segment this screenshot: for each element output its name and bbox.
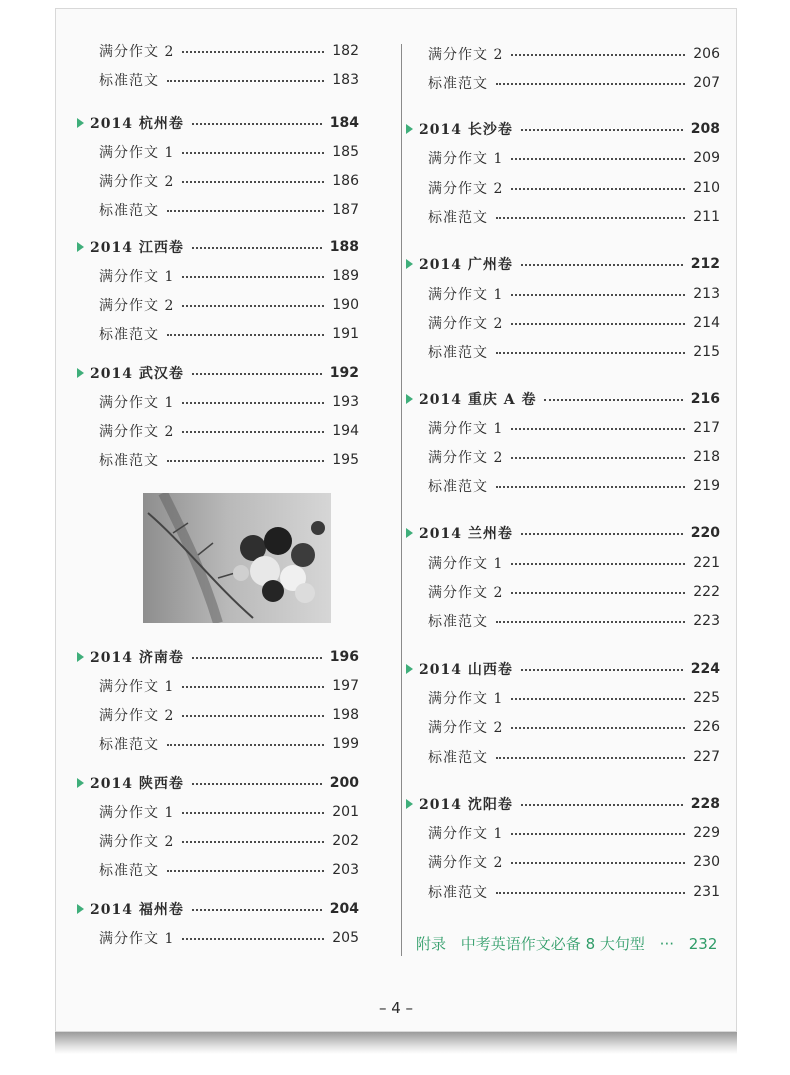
toc-entry-text: 2014 长沙卷 [419,122,513,138]
toc-entry-label [77,113,184,133]
dot-leader [182,713,324,717]
toc-entry-label [406,284,503,304]
toc-section-heading [406,521,720,545]
column-divider [401,44,402,956]
dot-leader [182,274,324,278]
toc-page-number: 198 [332,707,359,723]
triangle-marker-icon [77,904,84,914]
appendix-dots: ··· [659,935,674,953]
toc-page-number: 183 [332,72,359,88]
toc-entry-label [77,421,174,441]
toc-entry [77,198,359,222]
toc-entry-text: 满分作文 2 [428,585,504,601]
toc-page-number: 201 [332,804,359,820]
appendix-entry [416,933,726,954]
toc-entry-text: 2014 山西卷 [419,662,513,678]
toc-entry [77,169,359,193]
dot-leader [521,667,683,671]
toc-entry-text: 满分作文 2 [99,424,175,440]
toc-page-number: 189 [332,268,359,284]
toc-entry-text: 满分作文 1 [99,805,175,821]
toc-entry-text: 满分作文 2 [428,855,504,871]
toc-entry-label [77,70,159,90]
toc-entry [77,703,359,727]
toc-page-number: 193 [332,394,359,410]
toc-entry-text: 标准范文 [99,737,159,753]
toc-page-number: 225 [693,690,720,706]
dot-leader [511,52,685,56]
toc-page-number: 184 [329,115,359,131]
flower-photo-icon [143,493,331,623]
toc-page-number: 196 [329,649,359,665]
toc-entry [406,609,720,633]
toc-entry-text: 2014 江西卷 [90,240,184,256]
toc-entry-label [77,450,159,470]
toc-entry-label [77,802,174,822]
toc-entry-label [406,582,503,602]
toc-entry-text: 2014 福州卷 [90,902,184,918]
toc-entry-label [77,237,184,257]
toc-entry [77,829,359,853]
toc-section-heading [77,111,359,135]
dot-leader [511,696,685,700]
triangle-marker-icon [77,368,84,378]
toc-page-number: 206 [693,46,720,62]
toc-entry [77,926,359,950]
toc-entry-label [406,148,503,168]
toc-entry [406,416,720,440]
toc-entry [406,580,720,604]
dot-leader [496,215,685,219]
toc-page-number: 213 [693,286,720,302]
toc-entry-text: 满分作文 2 [99,708,175,724]
toc-entry-label [406,611,488,631]
toc-entry-label [406,688,503,708]
dot-leader [182,839,324,843]
flower-photo [143,493,331,623]
toc-entry [77,293,359,317]
triangle-marker-icon [406,528,413,538]
toc-page-number: 211 [693,209,720,225]
toc-entry-text: 满分作文 2 [99,298,175,314]
dot-leader [511,186,685,190]
toc-page-number: 230 [693,854,720,870]
page-shadow [55,1032,737,1054]
toc-entry-label [77,899,184,919]
toc-entry [77,264,359,288]
toc-entry-label [77,171,174,191]
dot-leader [511,156,685,160]
toc-entry-text: 标准范文 [99,453,159,469]
toc-section-heading [406,252,720,276]
toc-entry [77,322,359,346]
toc-entry-label [77,647,184,667]
toc-entry-text: 标准范文 [428,76,488,92]
toc-page-number: 220 [690,525,720,541]
toc-entry-text: 满分作文 2 [428,181,504,197]
toc-page-number: 186 [332,173,359,189]
toc-entry-label [406,717,503,737]
triangle-marker-icon [406,799,413,809]
dot-leader [511,426,685,430]
triangle-marker-icon [406,259,413,269]
toc-entry-label [77,41,174,61]
toc-entry-text: 标准范文 [99,327,159,343]
dot-leader [182,303,324,307]
toc-entry-text: 满分作文 1 [428,826,504,842]
dot-leader [192,121,322,125]
toc-entry-label [77,860,159,880]
toc-page-number: 212 [690,256,720,272]
toc-entry [406,715,720,739]
toc-entry [406,176,720,200]
toc-entry-text: 2014 广州卷 [419,257,513,273]
toc-page-number: 209 [693,150,720,166]
toc-entry [406,282,720,306]
dot-leader [167,332,324,336]
toc-entry-text: 满分作文 2 [428,47,504,63]
toc-section-heading [77,235,359,259]
triangle-marker-icon [77,652,84,662]
toc-entry-label [406,313,503,333]
dot-leader [511,292,685,296]
toc-entry-label [77,392,174,412]
toc-entry [77,674,359,698]
toc-entry-label [406,119,513,139]
toc-entry-text: 满分作文 1 [99,145,175,161]
toc-entry-text: 满分作文 2 [99,44,175,60]
toc-section-heading [77,645,359,669]
appendix-title: 中考英语作文必备 8 大句型 [460,935,645,953]
dot-leader [182,400,324,404]
toc-entry-text: 2014 沈阳卷 [419,797,513,813]
toc-section-heading [77,361,359,385]
toc-entry-text: 标准范文 [428,345,488,361]
toc-entry-label [406,44,503,64]
toc-entry-label [77,363,184,383]
toc-page-number: 229 [693,825,720,841]
dot-leader [496,484,685,488]
triangle-marker-icon [406,124,413,134]
toc-entry [77,858,359,882]
toc-entry [406,850,720,874]
toc-entry-text: 满分作文 1 [428,691,504,707]
dot-leader [496,81,685,85]
dot-leader [511,860,685,864]
dot-leader [167,78,324,82]
dot-leader [521,802,683,806]
toc-page-number: 191 [332,326,359,342]
toc-section-heading [77,771,359,795]
toc-entry-label [77,831,174,851]
toc-entry-label [406,882,488,902]
toc-page-number: 192 [329,365,359,381]
toc-page-number: 217 [693,420,720,436]
toc-page-number: 227 [693,749,720,765]
toc-entry-label [77,295,174,315]
dot-leader [182,150,324,154]
toc-entry [406,445,720,469]
dot-leader [182,429,324,433]
dot-leader [496,890,685,894]
toc-entry-text: 满分作文 2 [428,720,504,736]
toc-page-number: 204 [329,901,359,917]
dot-leader [167,868,324,872]
toc-page-number: 207 [693,75,720,91]
dot-leader [521,262,683,266]
toc-entry [77,390,359,414]
triangle-marker-icon [77,242,84,252]
toc-page-number: 218 [693,449,720,465]
toc-entry-text: 标准范文 [428,885,488,901]
toc-entry [406,311,720,335]
toc-entry [406,146,720,170]
toc-entry-label [77,928,174,948]
toc-section-heading [406,792,720,816]
toc-page-number: 182 [332,43,359,59]
toc-page-number: 185 [332,144,359,160]
toc-entry [406,551,720,575]
toc-entry-label [406,476,488,496]
toc-section-heading [406,117,720,141]
toc-entry-text: 满分作文 2 [99,174,175,190]
toc-entry [77,732,359,756]
toc-page-number: 199 [332,736,359,752]
toc-entry-text: 满分作文 1 [428,556,504,572]
toc-section-heading [406,387,720,411]
toc-entry-text: 标准范文 [99,203,159,219]
toc-entry-label [406,747,488,767]
toc-page-number: 195 [332,452,359,468]
toc-entry-label [77,705,174,725]
toc-entry-text: 满分作文 1 [428,421,504,437]
toc-entry [77,419,359,443]
toc-entry-text: 2014 陕西卷 [90,776,184,792]
toc-page-number: 215 [693,344,720,360]
toc-entry [406,205,720,229]
toc-entry-label [77,142,174,162]
toc-entry-text: 满分作文 2 [99,834,175,850]
toc-entry [406,340,720,364]
toc-entry [406,71,720,95]
toc-page-number: 205 [332,930,359,946]
triangle-marker-icon [406,394,413,404]
toc-page-number: 190 [332,297,359,313]
dot-leader [182,810,324,814]
appendix-prefix: 附录 [416,935,447,953]
toc-page [55,8,737,1032]
toc-entry-label [77,773,184,793]
toc-page-number: 188 [329,239,359,255]
toc-page-number: 214 [693,315,720,331]
triangle-marker-icon [77,118,84,128]
toc-entry-text: 满分作文 2 [428,316,504,332]
toc-entry [77,39,359,63]
dot-leader [511,831,685,835]
toc-entry [406,880,720,904]
triangle-marker-icon [406,664,413,674]
toc-page-number: 222 [693,584,720,600]
toc-entry-text: 满分作文 1 [99,679,175,695]
toc-entry-label [77,734,159,754]
toc-entry [406,745,720,769]
toc-page-number: 202 [332,833,359,849]
toc-page-number: 197 [332,678,359,694]
dot-leader [192,655,322,659]
toc-section-heading [77,897,359,921]
toc-page-number: 208 [690,121,720,137]
dot-leader [182,49,324,53]
dot-leader [521,127,683,131]
toc-entry [406,821,720,845]
toc-page-number: 226 [693,719,720,735]
toc-entry-label [406,823,503,843]
toc-entry-label [406,794,513,814]
toc-entry-text: 标准范文 [428,750,488,766]
dot-leader [192,245,322,249]
toc-entry [77,140,359,164]
dot-leader [167,458,324,462]
toc-entry-label [406,659,513,679]
toc-entry-text: 满分作文 1 [99,931,175,947]
toc-page-number: 228 [690,796,720,812]
toc-entry-text: 2014 杭州卷 [90,116,184,132]
toc-entry-text: 满分作文 1 [99,269,175,285]
toc-entry-label [406,73,488,93]
dot-leader [511,561,685,565]
toc-entry-text: 满分作文 2 [428,450,504,466]
dot-leader [496,755,685,759]
toc-entry-text: 标准范文 [99,863,159,879]
toc-entry-text: 标准范文 [428,479,488,495]
dot-leader [511,455,685,459]
toc-page-number: 194 [332,423,359,439]
toc-entry-label [77,676,174,696]
toc-entry-label [406,553,503,573]
toc-page-number: 210 [693,180,720,196]
dot-leader [496,619,685,623]
dot-leader [167,742,324,746]
toc-page-number: 221 [693,555,720,571]
page-number: – 4 – [378,999,414,1017]
toc-entry-label [406,447,503,467]
dot-leader [511,321,685,325]
toc-page-number: 203 [332,862,359,878]
toc-entry-text: 满分作文 1 [428,151,504,167]
appendix-page: 232 [688,935,718,953]
dot-leader [192,371,322,375]
toc-entry-text: 2014 重庆 A 卷 [419,392,537,408]
toc-entry-text: 2014 济南卷 [90,650,184,666]
dot-leader [544,397,682,401]
toc-entry-label [406,852,503,872]
dot-leader [511,590,685,594]
toc-entry-label [406,178,503,198]
dot-leader [182,684,324,688]
dot-leader [521,531,683,535]
toc-entry-label [406,418,503,438]
toc-entry-text: 满分作文 1 [99,395,175,411]
toc-entry-label [406,207,488,227]
dot-leader [511,725,685,729]
toc-entry-text: 2014 武汉卷 [90,366,184,382]
toc-entry-label [77,324,159,344]
toc-page-number: 219 [693,478,720,494]
dot-leader [496,350,685,354]
toc-entry-text: 标准范文 [428,210,488,226]
toc-entry [406,42,720,66]
dot-leader [192,907,322,911]
toc-page-number: 224 [690,661,720,677]
toc-page-number: 223 [693,613,720,629]
toc-entry [77,800,359,824]
toc-entry-label [406,254,513,274]
toc-entry-label [406,389,536,409]
toc-page-number: 216 [690,391,720,407]
toc-entry-label [77,266,174,286]
toc-entry [77,448,359,472]
dot-leader [182,179,324,183]
toc-entry [406,686,720,710]
toc-page-number: 187 [332,202,359,218]
toc-entry-label [406,342,488,362]
toc-entry-label [406,523,513,543]
triangle-marker-icon [77,778,84,788]
toc-entry [77,68,359,92]
toc-entry-text: 满分作文 1 [428,287,504,303]
toc-entry-text: 2014 兰州卷 [419,526,513,542]
toc-section-heading [406,657,720,681]
dot-leader [182,936,324,940]
toc-page-number: 200 [329,775,359,791]
dot-leader [192,781,322,785]
toc-entry [406,474,720,498]
dot-leader [167,208,324,212]
toc-entry-text: 标准范文 [428,614,488,630]
toc-entry-text: 标准范文 [99,73,159,89]
toc-page-number: 231 [693,884,720,900]
toc-entry-label [77,200,159,220]
